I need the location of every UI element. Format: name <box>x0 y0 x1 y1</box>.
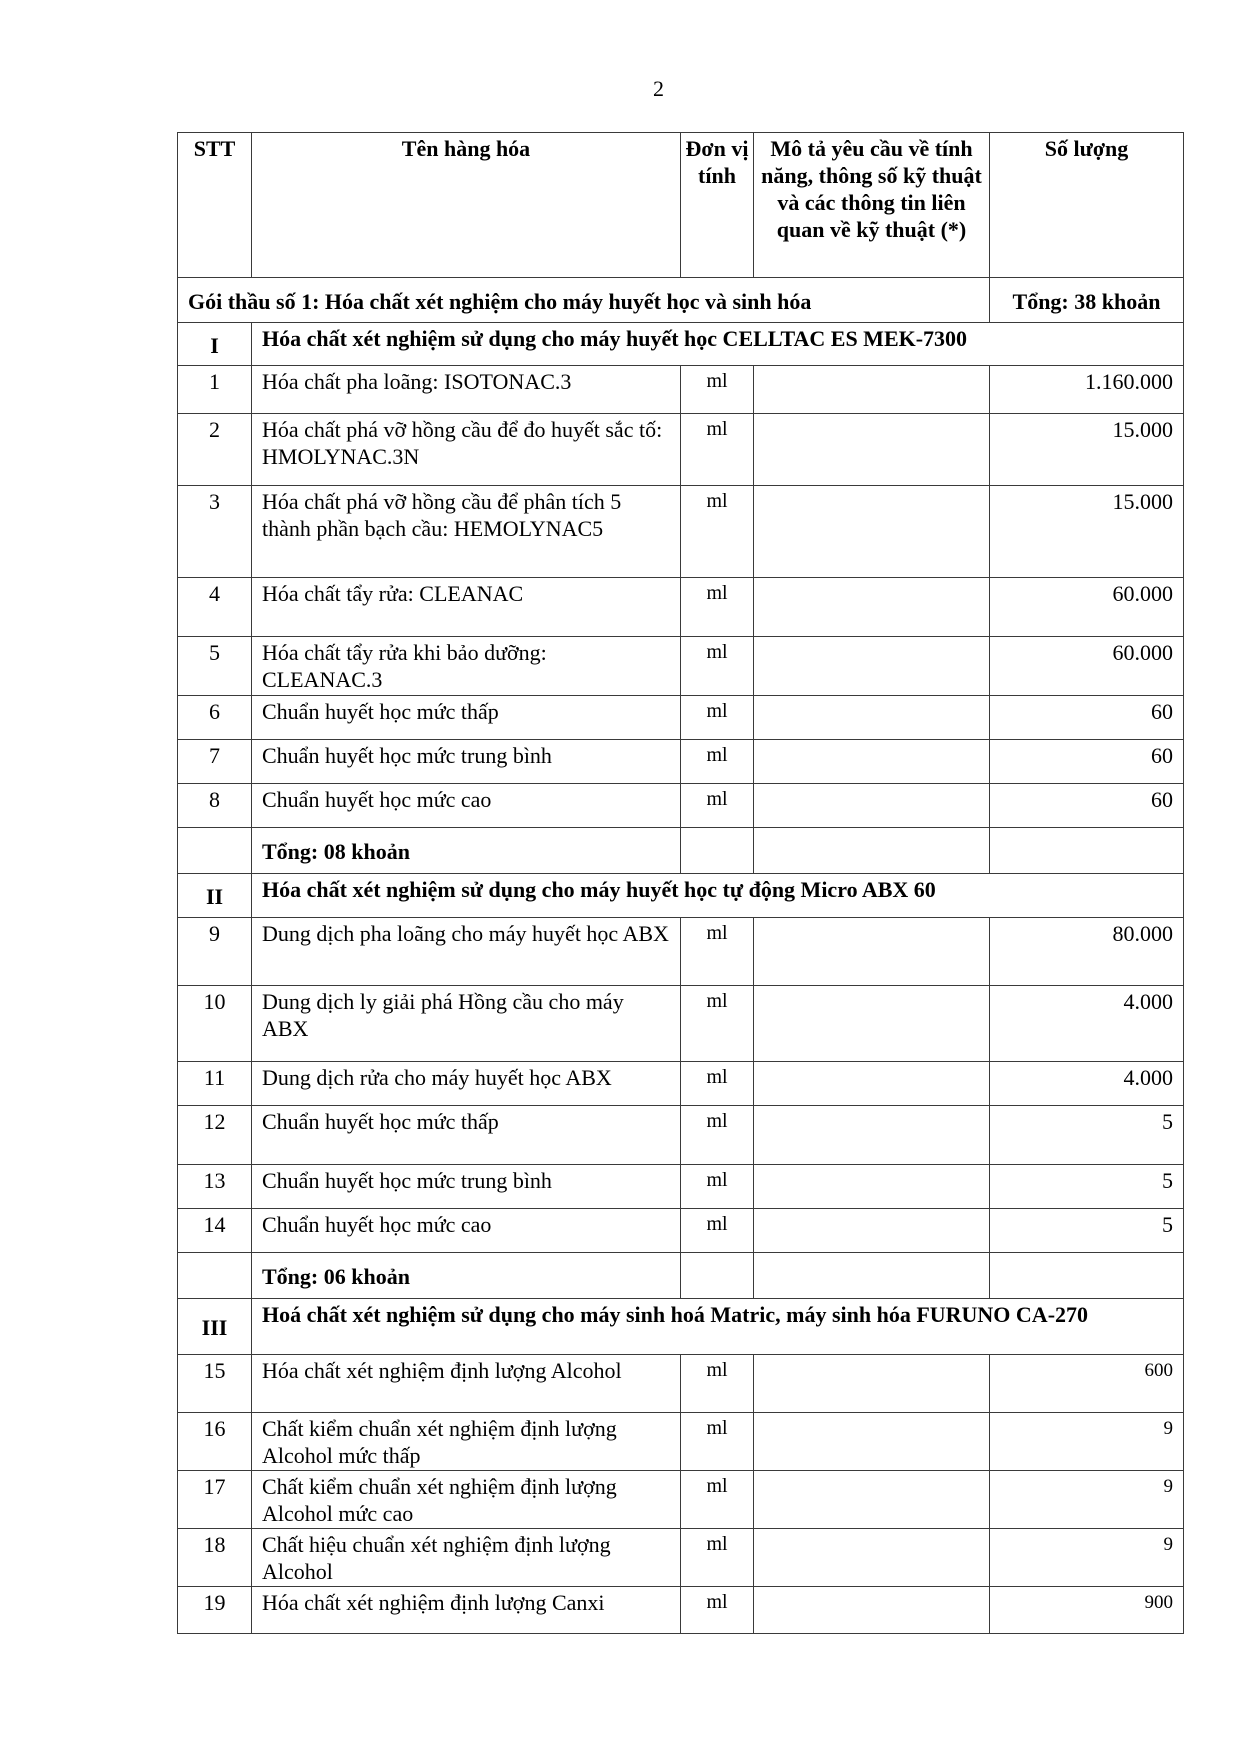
item-stt: 16 <box>178 1413 252 1471</box>
item-name: Chất kiểm chuẩn xét nghiệm định lượng Alcohol mức cao <box>252 1471 681 1529</box>
item-name: Hóa chất phá vỡ hồng cầu để phân tích 5 thành phần bạch cầu: HEMOLYNAC5 <box>252 486 681 578</box>
item-stt: 10 <box>178 986 252 1062</box>
item-unit: ml <box>681 918 754 986</box>
item-quantity: 15.000 <box>990 414 1184 486</box>
table-row <box>178 740 1184 784</box>
section-code: III <box>178 1299 252 1355</box>
item-description <box>754 1165 990 1209</box>
item-description <box>754 1106 990 1165</box>
item-name: Hóa chất pha loãng: ISOTONAC.3 <box>252 366 681 414</box>
item-quantity: 4.000 <box>990 1062 1184 1106</box>
table-row <box>178 637 1184 696</box>
item-stt: 2 <box>178 414 252 486</box>
item-unit: ml <box>681 1471 754 1529</box>
subtotal-stt <box>178 828 252 874</box>
section-title: Hóa chất xét nghiệm sử dụng cho máy huyết học CELLTAC ES MEK-7300 <box>252 323 1184 366</box>
header-name: Tên hàng hóa <box>252 133 681 278</box>
item-quantity: 600 <box>990 1355 1184 1413</box>
item-description <box>754 1062 990 1106</box>
item-name: Chất kiểm chuẩn xét nghiệm định lượng Alcohol mức thấp <box>252 1413 681 1471</box>
section-row <box>178 1299 1184 1355</box>
item-name: Dung dịch pha loãng cho máy huyết học ABX <box>252 918 681 986</box>
item-stt: 17 <box>178 1471 252 1529</box>
item-name: Chuẩn huyết học mức trung bình <box>252 1165 681 1209</box>
section-code: II <box>178 874 252 918</box>
item-description <box>754 486 990 578</box>
goods-table <box>177 132 1184 1634</box>
item-description <box>754 1471 990 1529</box>
item-stt: 19 <box>178 1587 252 1634</box>
subtotal-stt <box>178 1253 252 1299</box>
item-name: Dung dịch ly giải phá Hồng cầu cho máy ABX <box>252 986 681 1062</box>
subtotal-unit <box>681 828 754 874</box>
item-stt: 12 <box>178 1106 252 1165</box>
subtotal-label: Tổng: 08 khoản <box>252 828 681 874</box>
table-row <box>178 1587 1184 1634</box>
section-title: Hoá chất xét nghiệm sử dụng cho máy sinh hoá Matric, máy sinh hóa FURUNO CA-270 <box>252 1299 1184 1355</box>
item-quantity: 900 <box>990 1587 1184 1634</box>
item-quantity: 60.000 <box>990 578 1184 637</box>
table-row <box>178 986 1184 1062</box>
item-description <box>754 637 990 696</box>
item-description <box>754 1413 990 1471</box>
table-row <box>178 1529 1184 1587</box>
item-quantity: 60 <box>990 740 1184 784</box>
item-name: Chuẩn huyết học mức cao <box>252 1209 681 1253</box>
item-quantity: 60 <box>990 696 1184 740</box>
item-quantity: 4.000 <box>990 986 1184 1062</box>
item-stt: 9 <box>178 918 252 986</box>
package-row <box>178 278 1184 323</box>
table-row <box>178 1413 1184 1471</box>
item-stt: 4 <box>178 578 252 637</box>
item-unit: ml <box>681 1529 754 1587</box>
item-unit: ml <box>681 486 754 578</box>
package-title: Gói thầu số 1: Hóa chất xét nghiệm cho máy huyết học và sinh hóa <box>178 278 990 323</box>
page-number: 2 <box>653 76 664 101</box>
header-unit: Đơn vị tính <box>681 133 754 278</box>
item-description <box>754 1209 990 1253</box>
item-stt: 7 <box>178 740 252 784</box>
table-row <box>178 784 1184 828</box>
item-unit: ml <box>681 986 754 1062</box>
item-unit: ml <box>681 784 754 828</box>
item-stt: 13 <box>178 1165 252 1209</box>
item-unit: ml <box>681 1106 754 1165</box>
subtotal-row <box>178 828 1184 874</box>
section-code: I <box>178 323 252 366</box>
item-quantity: 9 <box>990 1413 1184 1471</box>
item-stt: 6 <box>178 696 252 740</box>
item-stt: 11 <box>178 1062 252 1106</box>
header-quantity: Số lượng <box>990 133 1184 278</box>
table-row <box>178 696 1184 740</box>
item-quantity: 60.000 <box>990 637 1184 696</box>
section-title: Hóa chất xét nghiệm sử dụng cho máy huyết học tự động Micro ABX 60 <box>252 874 1184 918</box>
table-row <box>178 486 1184 578</box>
table-row <box>178 578 1184 637</box>
item-quantity: 5 <box>990 1165 1184 1209</box>
item-description <box>754 1529 990 1587</box>
item-name: Chuẩn huyết học mức trung bình <box>252 740 681 784</box>
subtotal-description <box>754 828 990 874</box>
item-unit: ml <box>681 1413 754 1471</box>
item-stt: 1 <box>178 366 252 414</box>
item-description <box>754 414 990 486</box>
table-row <box>178 1165 1184 1209</box>
item-name: Chuẩn huyết học mức thấp <box>252 696 681 740</box>
item-description <box>754 1587 990 1634</box>
item-name: Chuẩn huyết học mức cao <box>252 784 681 828</box>
item-description <box>754 784 990 828</box>
item-name: Chuẩn huyết học mức thấp <box>252 1106 681 1165</box>
item-unit: ml <box>681 740 754 784</box>
subtotal-description <box>754 1253 990 1299</box>
item-name: Hóa chất phá vỡ hồng cầu để đo huyết sắc tố: HMOLYNAC.3N <box>252 414 681 486</box>
table-row <box>178 918 1184 986</box>
table-row <box>178 1471 1184 1529</box>
section-row <box>178 874 1184 918</box>
item-description <box>754 578 990 637</box>
item-stt: 14 <box>178 1209 252 1253</box>
item-quantity: 5 <box>990 1106 1184 1165</box>
header-stt: STT <box>178 133 252 278</box>
item-unit: ml <box>681 1062 754 1106</box>
item-quantity: 9 <box>990 1529 1184 1587</box>
item-description <box>754 986 990 1062</box>
item-unit: ml <box>681 696 754 740</box>
table-row <box>178 1355 1184 1413</box>
item-quantity: 15.000 <box>990 486 1184 578</box>
item-name: Hóa chất tẩy rửa khi bảo dưỡng: CLEANAC.3 <box>252 637 681 696</box>
item-stt: 8 <box>178 784 252 828</box>
item-quantity: 80.000 <box>990 918 1184 986</box>
header-row <box>178 133 1184 278</box>
item-name: Dung dịch rửa cho máy huyết học ABX <box>252 1062 681 1106</box>
package-total: Tổng: 38 khoản <box>990 278 1184 323</box>
item-unit: ml <box>681 1165 754 1209</box>
item-name: Hóa chất xét nghiệm định lượng Canxi <box>252 1587 681 1634</box>
table-row <box>178 366 1184 414</box>
subtotal-label: Tổng: 06 khoản <box>252 1253 681 1299</box>
subtotal-quantity <box>990 828 1184 874</box>
item-quantity: 5 <box>990 1209 1184 1253</box>
table-row <box>178 1106 1184 1165</box>
table-row <box>178 414 1184 486</box>
item-stt: 18 <box>178 1529 252 1587</box>
item-unit: ml <box>681 1587 754 1634</box>
section-row <box>178 323 1184 366</box>
item-quantity: 9 <box>990 1471 1184 1529</box>
item-name: Hóa chất xét nghiệm định lượng Alcohol <box>252 1355 681 1413</box>
item-quantity: 1.160.000 <box>990 366 1184 414</box>
subtotal-quantity <box>990 1253 1184 1299</box>
item-description <box>754 366 990 414</box>
item-unit: ml <box>681 1209 754 1253</box>
item-stt: 3 <box>178 486 252 578</box>
item-description <box>754 1355 990 1413</box>
item-unit: ml <box>681 637 754 696</box>
item-quantity: 60 <box>990 784 1184 828</box>
item-description <box>754 696 990 740</box>
header-description: Mô tả yêu cầu về tính năng, thông số kỹ thuật và các thông tin liên quan về kỹ thuật (*) <box>754 133 990 278</box>
item-unit: ml <box>681 366 754 414</box>
subtotal-unit <box>681 1253 754 1299</box>
item-description <box>754 740 990 784</box>
item-description <box>754 918 990 986</box>
item-name: Hóa chất tẩy rửa: CLEANAC <box>252 578 681 637</box>
item-unit: ml <box>681 578 754 637</box>
subtotal-row <box>178 1253 1184 1299</box>
table-row <box>178 1209 1184 1253</box>
item-unit: ml <box>681 1355 754 1413</box>
item-stt: 15 <box>178 1355 252 1413</box>
item-unit: ml <box>681 414 754 486</box>
item-name: Chất hiệu chuẩn xét nghiệm định lượng Alcohol <box>252 1529 681 1587</box>
table-row <box>178 1062 1184 1106</box>
item-stt: 5 <box>178 637 252 696</box>
